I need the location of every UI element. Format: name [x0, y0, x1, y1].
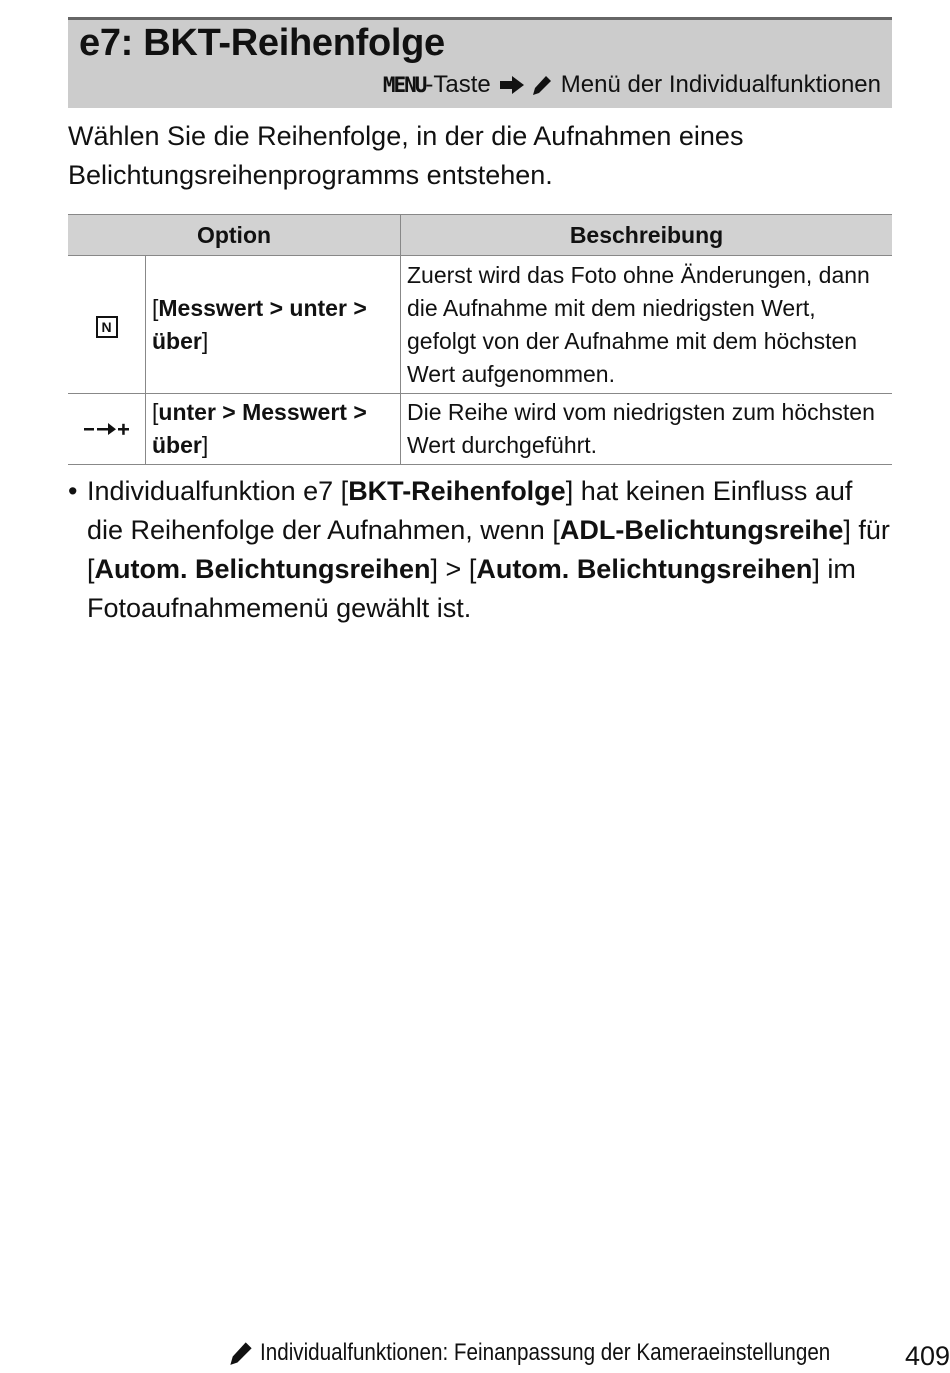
table-row — [68, 256, 892, 394]
intro-text: Wählen Sie die Reihenfolge, in der die Aufnahmen eines Belichtungsreihenprogramms entstehen. — [68, 121, 744, 190]
note-bullet: • Individualfunktion e7 [BKT-Reihenfolge] hat keinen Einfluss auf die Reihenfolge der Aufnahmen, wenn [ADL-Belichtungsreihe] für [Autom. Belichtungsreihen] > [Autom. Belichtungsreihen] im Fotoaufnahmemenü gewählt ist. — [68, 472, 892, 628]
header-option: Option — [68, 215, 401, 256]
page-title: e7: BKT-Reihenfolge — [79, 22, 445, 64]
menu-path — [383, 71, 881, 99]
bullet-marker: • — [68, 476, 78, 506]
options-table — [68, 214, 892, 465]
page-header — [68, 17, 892, 108]
menu-key-suffix: -Taste — [425, 71, 491, 98]
option-icon-cell — [68, 394, 146, 465]
bracket-order-n-icon: N — [96, 316, 118, 338]
arrow-right-icon — [499, 75, 525, 95]
option-label: [unter > Messwert > über] — [146, 394, 401, 465]
option-description: Zuerst wird das Foto ohne Änderungen, dann die Aufnahme mit dem niedrigsten Wert, gefolgt von der Aufnahme mit dem höchsten Wert aufgenommen. — [401, 256, 893, 394]
pencil-icon — [531, 74, 553, 96]
option-description: Die Reihe wird vom niedrigsten zum höchsten Wert durchgeführt. — [401, 394, 893, 465]
pencil-icon — [228, 1340, 254, 1366]
page-number: 409 — [904, 1341, 950, 1371]
menu-key-label: MENU — [382, 73, 426, 97]
option-label: [Messwert > unter > über] — [146, 256, 401, 394]
option-icon-cell — [68, 256, 146, 394]
page-footer — [228, 1339, 923, 1367]
menu-target: Menü der Individualfunktionen — [560, 71, 881, 98]
bracket-order-minus-plus-icon — [84, 421, 130, 437]
header-description: Beschreibung — [401, 215, 893, 256]
table-row — [68, 394, 892, 465]
footer-text: Individualfunktionen: Feinanpassung der Kameraeinstellungen — [260, 1339, 831, 1366]
table-header-row — [68, 215, 892, 256]
